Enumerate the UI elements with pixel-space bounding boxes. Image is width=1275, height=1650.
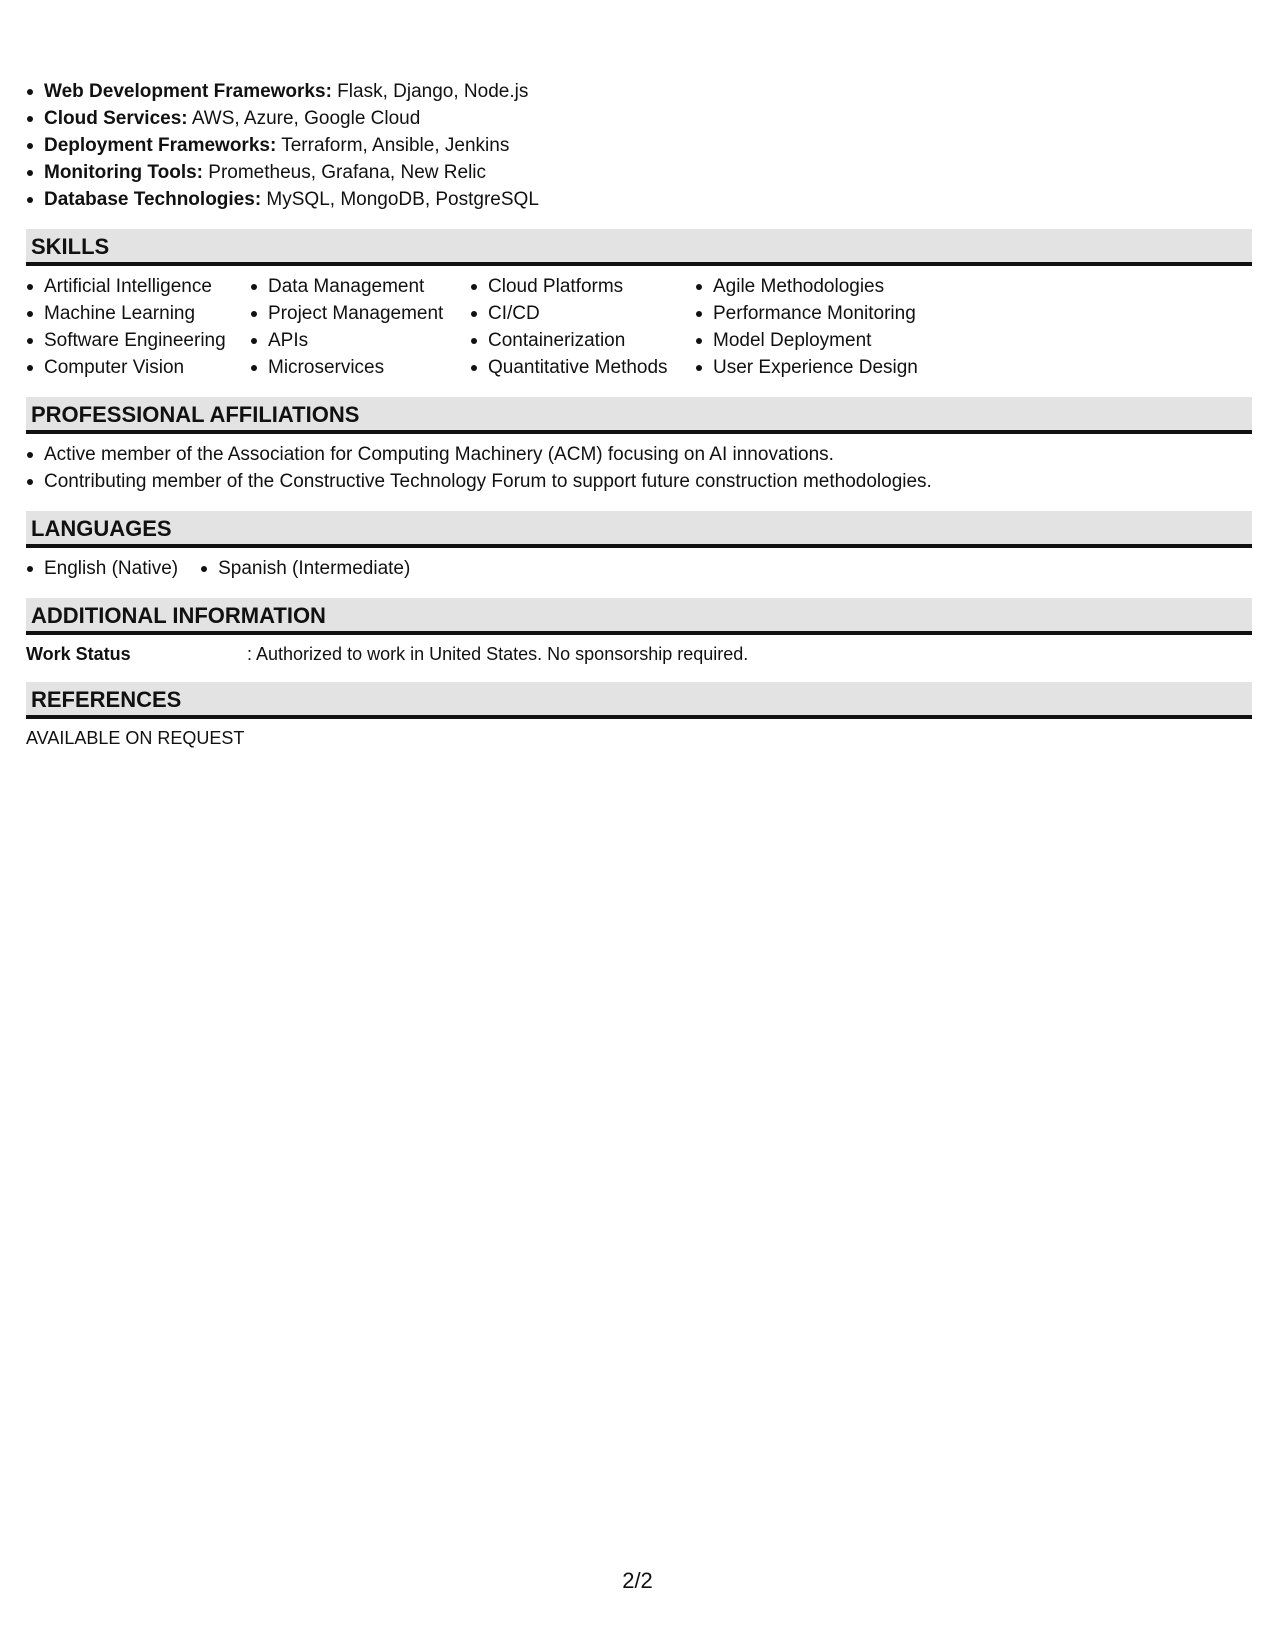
tech-label: Cloud Services: [44,108,188,129]
tech-value: MySQL, MongoDB, PostgreSQL [261,189,539,210]
references-heading: REFERENCES [26,682,1252,719]
affiliations-list [26,441,1252,495]
tech-value: AWS, Azure, Google Cloud [187,108,421,129]
work-status-row [26,642,1252,666]
tech-label: Monitoring Tools: [44,162,203,183]
list-item [26,105,1252,132]
list-item: CI/CD [470,300,695,327]
list-item: Containerization [470,327,695,354]
list-item: Artificial Intelligence [26,273,250,300]
page-number: 2/2 [622,1568,653,1593]
technologies-list [26,78,1252,213]
list-item: Cloud Platforms [470,273,695,300]
list-item: Machine Learning [26,300,250,327]
list-item: Model Deployment [695,327,955,354]
list-item: Active member of the Association for Computing Machinery (ACM) focusing on AI innovations. [26,441,1252,468]
list-item: APIs [250,327,470,354]
skills-grid [26,273,1252,381]
list-item: Quantitative Methods [470,354,695,381]
list-item: Data Management [250,273,470,300]
skills-heading: SKILLS [26,229,1252,266]
list-item: Performance Monitoring [695,300,955,327]
tech-label: Deployment Frameworks: [44,135,277,156]
list-item: Contributing member of the Constructive Technology Forum to support future construction methodologies. [26,468,1252,495]
list-item: Project Management [250,300,470,327]
skills-column [250,273,470,381]
list-item: English (Native) [26,555,178,582]
list-item [26,159,1252,186]
list-item: User Experience Design [695,354,955,381]
list-item: Software Engineering [26,327,250,354]
skills-column [695,273,955,381]
affiliations-heading: PROFESSIONAL AFFILIATIONS [26,397,1252,434]
resume-page [26,78,1252,750]
work-status-value: : Authorized to work in United States. No sponsorship required. [247,644,749,664]
references-text: AVAILABLE ON REQUEST [26,728,245,748]
additional-info-heading: ADDITIONAL INFORMATION [26,598,1252,635]
skills-column [470,273,695,381]
tech-value: Prometheus, Grafana, New Relic [203,162,487,183]
list-item: Spanish (Intermediate) [200,555,410,582]
list-item: Computer Vision [26,354,250,381]
tech-label: Web Development Frameworks: [44,81,332,102]
languages-heading: LANGUAGES [26,511,1252,548]
tech-value: Flask, Django, Node.js [331,81,529,102]
list-item [26,132,1252,159]
skills-column [26,273,250,381]
list-item: Agile Methodologies [695,273,955,300]
list-item [26,78,1252,105]
languages-list [26,555,1252,582]
list-item [26,186,1252,213]
tech-value: Terraform, Ansible, Jenkins [276,135,510,156]
list-item: Microservices [250,354,470,381]
tech-label: Database Technologies: [44,189,262,210]
work-status-label: Work Status [26,644,131,664]
